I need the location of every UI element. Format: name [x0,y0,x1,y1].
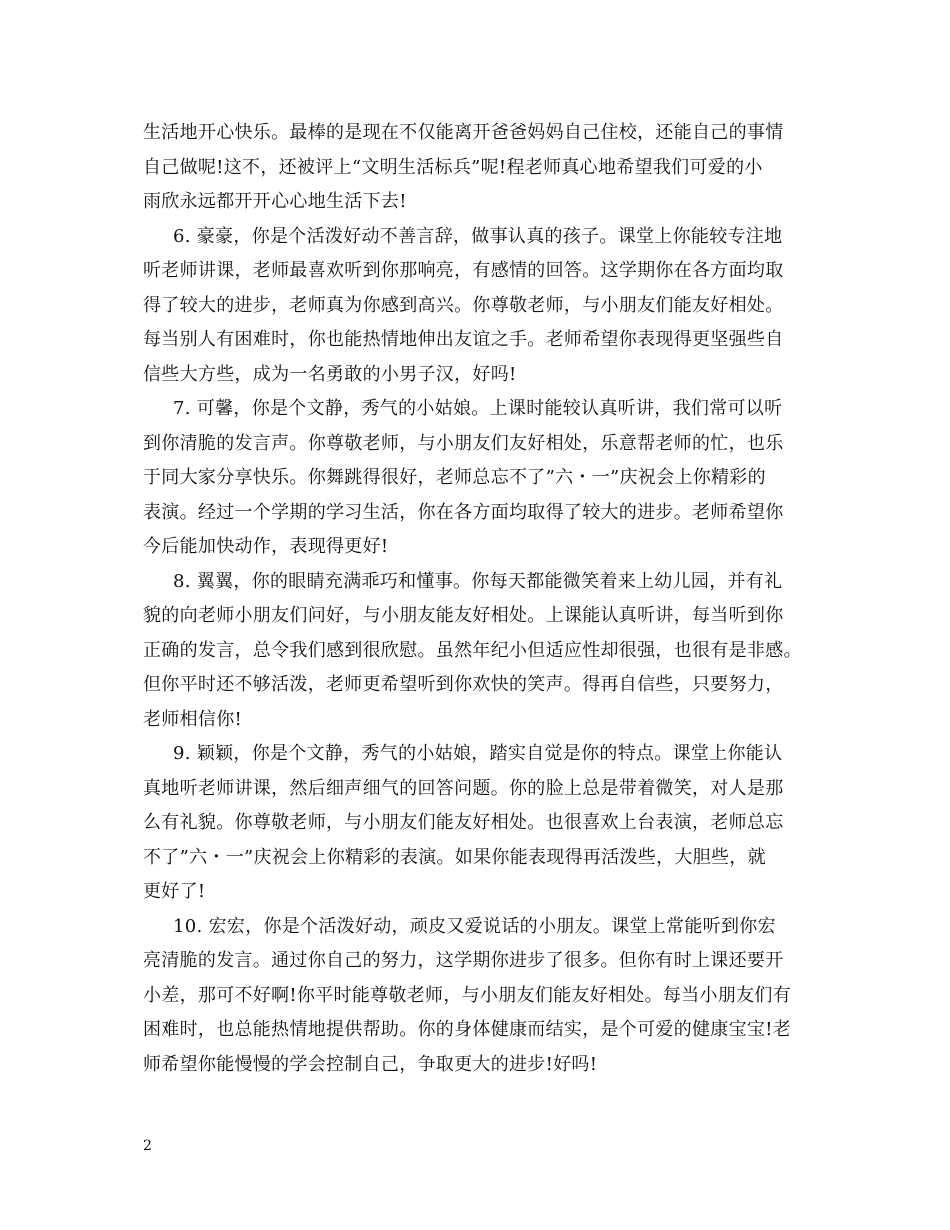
document-body [143,116,833,1082]
paragraph-continuation [143,116,833,220]
paragraph-item-8 [143,565,833,738]
paragraph-item-10 [143,910,833,1083]
text-line: 亮清脆的发言。通过你自己的努力，这学期你进步了很多。但你有时上课还要开 [143,950,784,971]
text-line: 真地听老师讲课，然后细声细气的回答问题。你的脸上总是带着微笑，对人是那 [143,777,784,799]
text-line: 么有礼貌。你尊敬老师，与小朋友们能友好相处。也很喜欢上台表演，老师总忘 [143,812,784,833]
text-line: 8. 翼翼，你的眼睛充满乖巧和懂事。你每天都能微笑着来上幼儿园，并有礼 [173,570,783,592]
text-line: 10. 宏宏，你是个活泼好动，顽皮又爱说话的小朋友。课堂上常能听到你宏 [173,915,776,937]
text-line: 生活地开心快乐。最棒的是现在不仅能离开爸爸妈妈自己住校，还能自己的事情 [143,122,784,143]
text-line: 7. 可馨，你是个文静，秀气的小姑娘。上课时能较认真听讲，我们常可以听 [173,398,783,419]
text-line: 雨欣永远都开开心心地生活下去! [143,191,407,212]
text-line: 听老师讲课，老师最喜欢听到你那响亮，有感情的回答。这学期你在各方面均取 [143,260,784,281]
text-line: 于同大家分享快乐。你舞跳得很好，老师总忘不了”六・一”庆祝会上你精彩的 [143,467,766,488]
text-line: 小差，那可不好啊!你平时能尊敬老师，与小朋友们能友好相处。每当小朋友们有 [143,984,792,1006]
text-line: 每当别人有困难时，你也能热情地伸出友谊之手。老师希望你表现得更坚强些自 [143,329,784,350]
paragraph-item-9 [143,737,833,910]
text-line: 得了较大的进步，老师真为你感到高兴。你尊敬老师，与小朋友们能友好相处。 [143,294,784,316]
text-line: 表演。经过一个学期的学习生活，你在各方面均取得了较大的进步。老师希望你 [143,501,784,523]
text-line: 6. 豪豪，你是个活泼好动不善言辞，做事认真的孩子。课堂上你能较专注地 [173,225,783,247]
text-line: 不了”六・一”庆祝会上你精彩的表演。如果你能表现得再活泼些，大胆些，就 [143,846,766,868]
text-line: 9. 颖颖，你是个文静，秀气的小姑娘，踏实自觉是你的特点。课堂上你能认 [173,743,783,764]
text-line: 今后能加快动作，表现得更好! [143,536,389,557]
text-line: 自己做呢!这不，还被评上“文明生活标兵”呢!程老师真心地希望我们可爱的小 [143,156,763,178]
text-line: 但你平时还不够活泼，老师更希望听到你欢快的笑声。得再自信些，只要努力， [143,674,784,695]
text-line: 师希望你能慢慢的学会控制自己，争取更大的进步!好吗! [143,1053,598,1075]
text-line: 更好了! [143,881,206,902]
text-line: 老师相信你! [143,708,243,730]
text-line: 信些大方些，成为一名勇敢的小男子汉，好吗! [143,363,517,385]
paragraph-item-6 [143,220,833,393]
paragraph-item-7 [143,392,833,565]
text-line: 正确的发言，总令我们感到很欣慰。虽然年纪小但适应性却很强，也很有是非感。 [143,639,802,661]
text-line: 到你清脆的发言声。你尊敬老师，与小朋友们友好相处，乐意帮老师的忙，也乐 [143,432,784,454]
text-line: 困难时，也总能热情地提供帮助。你的身体健康而结实，是个可爱的健康宝宝!老 [143,1019,792,1040]
page-number: 2 [143,1138,152,1154]
text-line: 貌的向老师小朋友们问好，与小朋友能友好相处。上课能认真听讲，每当听到你 [143,605,784,626]
